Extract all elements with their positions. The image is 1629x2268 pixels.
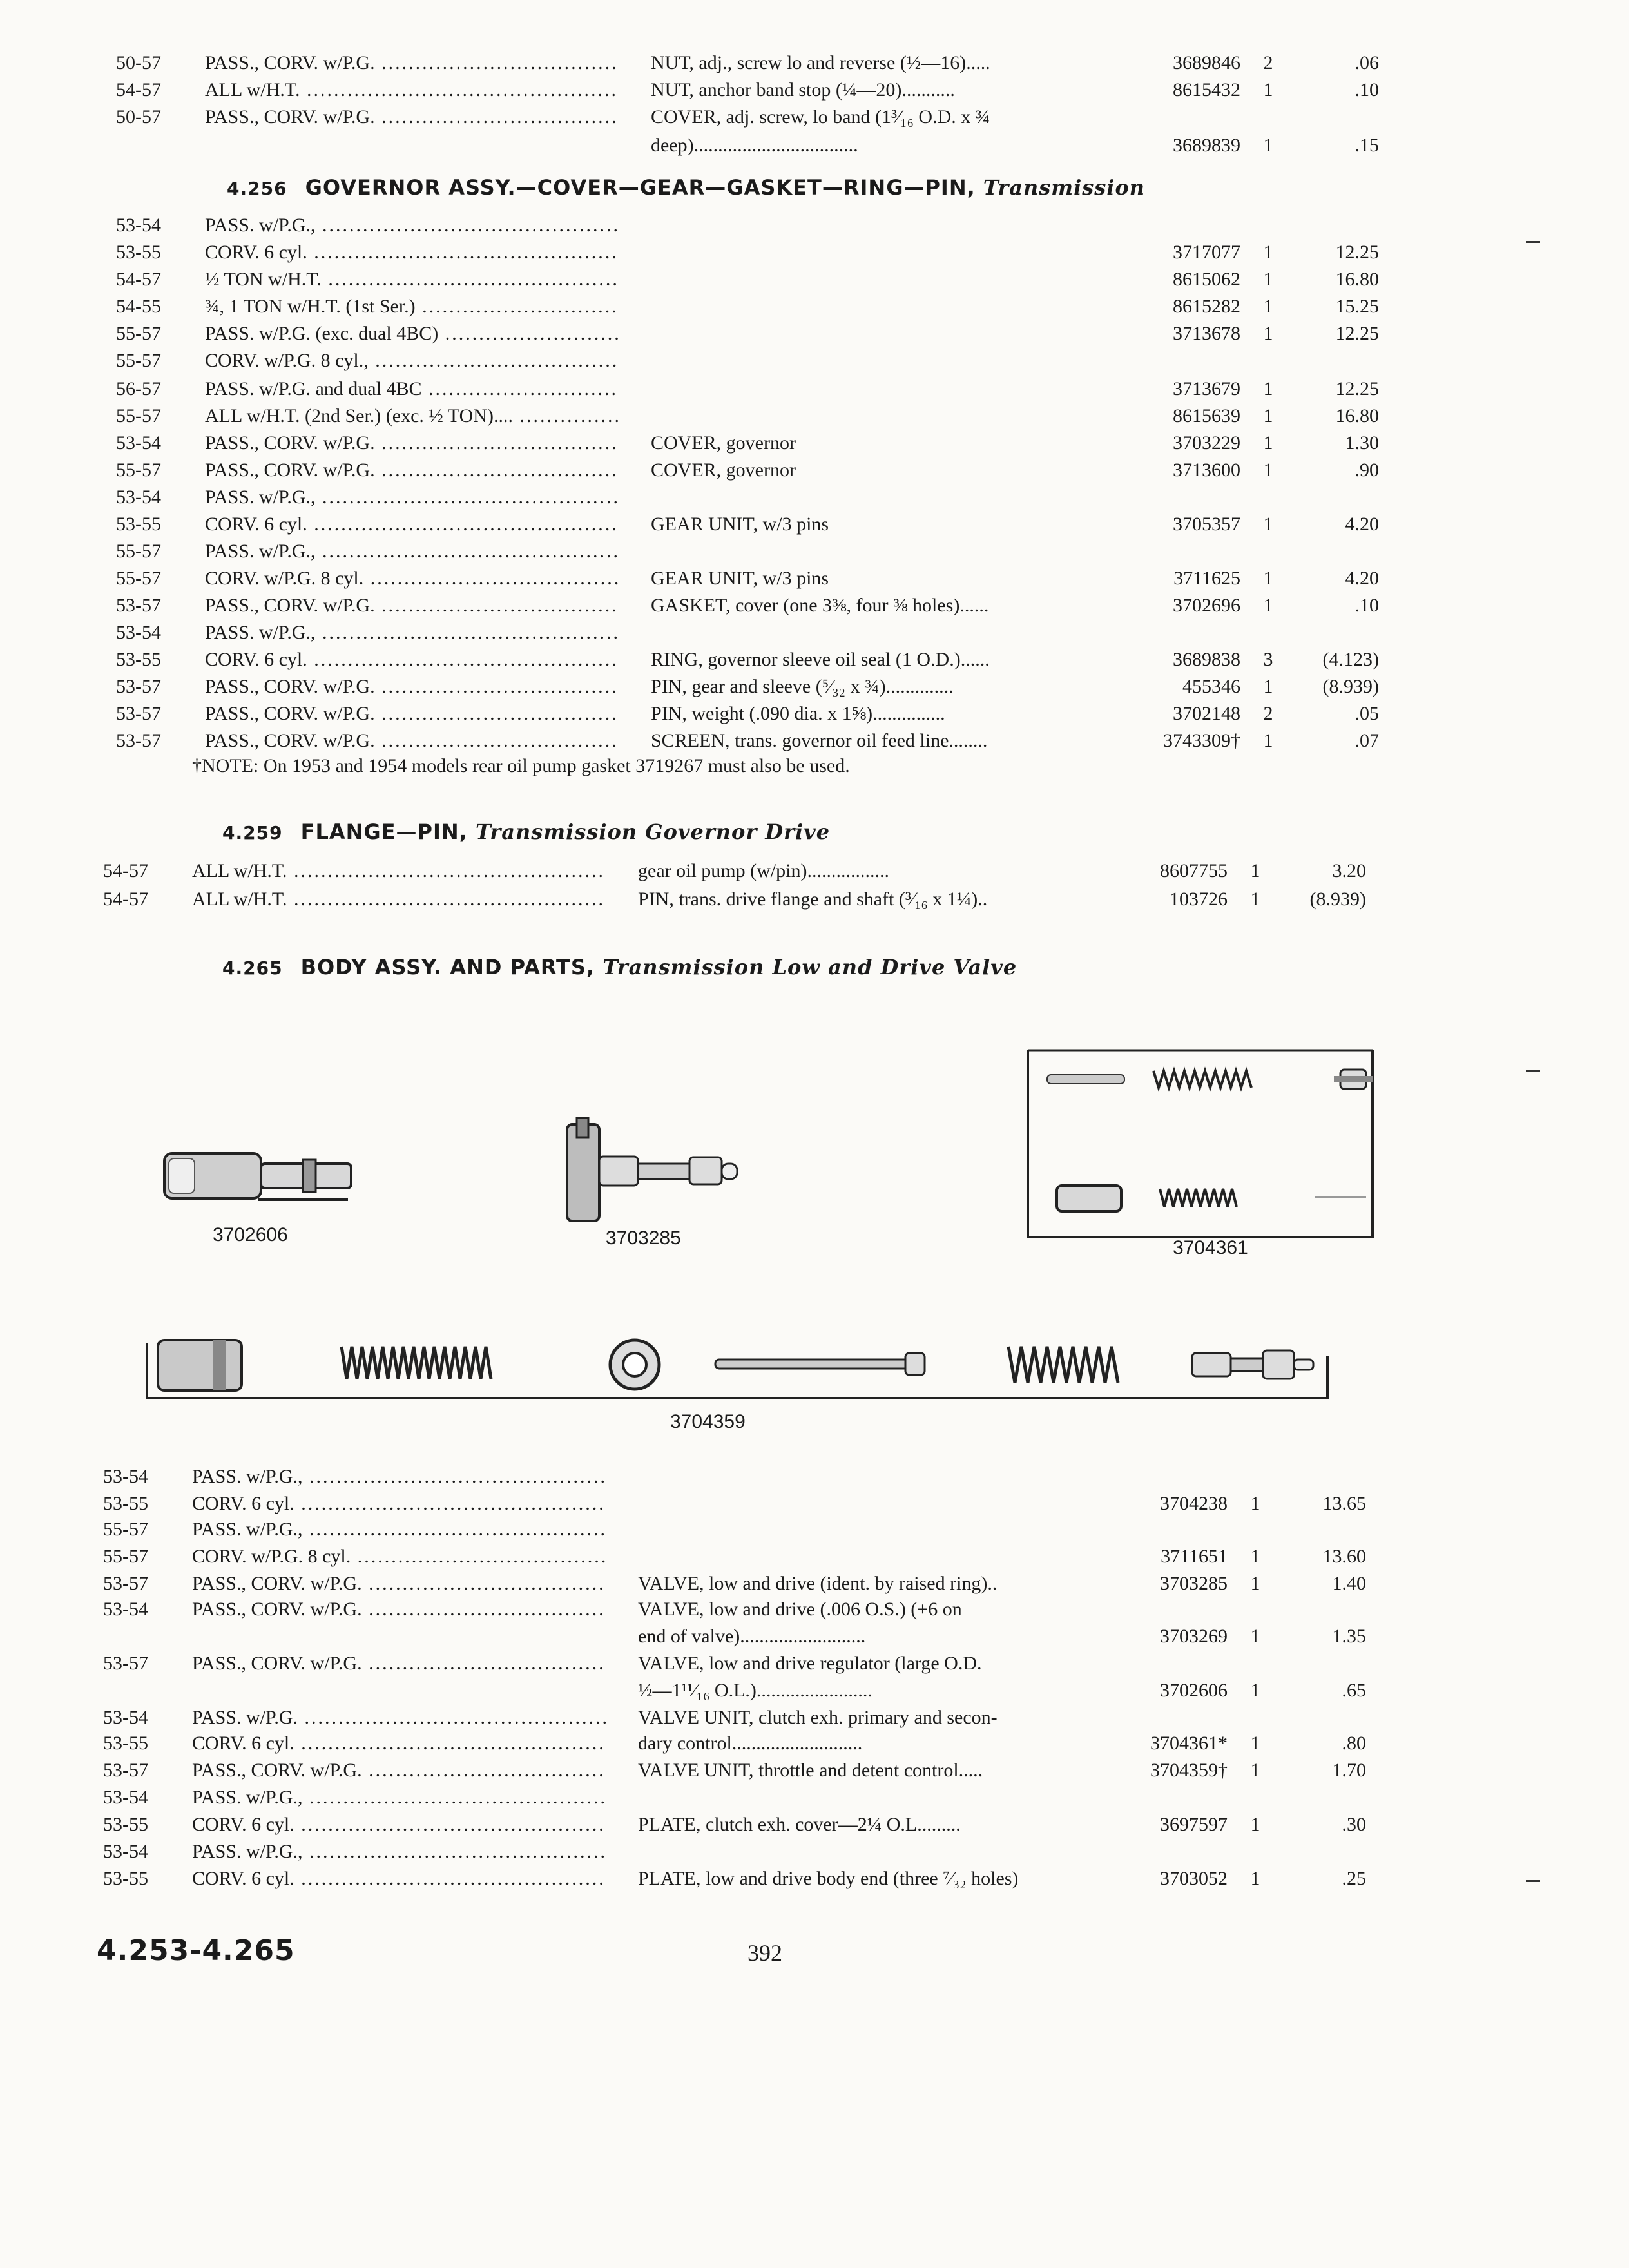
footer-page-number: 392: [747, 1940, 782, 1966]
model-years: 54-57: [116, 79, 161, 101]
model-years: 53-54: [116, 432, 161, 454]
heading-title: FLANGE—PIN,: [300, 820, 468, 844]
list-price: (8.939): [1309, 889, 1366, 910]
caption-3704361: 3704361: [1173, 1237, 1248, 1258]
quantity: 1: [1263, 730, 1273, 751]
parts-row: [0, 1622, 1629, 1651]
part-number: 3713600: [1173, 459, 1240, 481]
parts-row: [0, 1649, 1629, 1678]
part-description: VALVE, low and drive (ident. by raised ring)..: [638, 1573, 998, 1594]
part-description: GEAR UNIT, w/3 pins: [651, 568, 829, 589]
quantity: 1: [1263, 242, 1273, 263]
model-years: 53-57: [116, 676, 161, 697]
application: PASS., CORV. w/P.G. .....: [205, 103, 619, 131]
model-years: 54-57: [103, 889, 148, 910]
quantity: 1: [1263, 459, 1273, 481]
list-price: 16.80: [1335, 405, 1379, 427]
list-price: .80: [1342, 1733, 1366, 1754]
application: PASS., CORV. w/P.G. .....: [205, 456, 619, 485]
application: PASS., CORV. w/P.G. .....: [192, 1756, 606, 1785]
quantity: 1: [1250, 1546, 1260, 1567]
heading-subtitle: Transmission Governor Drive: [475, 820, 831, 844]
valve-unit-3704359-drawing: [147, 1340, 1327, 1398]
list-price: .10: [1354, 79, 1379, 101]
parts-row: [0, 1811, 1629, 1839]
model-years: 53-55: [103, 1493, 148, 1514]
application: PASS. w/P.G., .....: [192, 1783, 606, 1812]
quantity: 1: [1250, 1626, 1260, 1647]
application: CORV. w/P.G. 8 cyl. .....: [205, 564, 619, 593]
valve-3702606-drawing: [164, 1153, 351, 1200]
list-price: .25: [1342, 1868, 1366, 1889]
part-number: 3703285: [1160, 1573, 1228, 1594]
part-number: 8615639: [1173, 405, 1240, 427]
heading-title: BODY ASSY. AND PARTS,: [300, 955, 595, 979]
edge-mark: [1526, 1070, 1540, 1072]
model-years: 53-54: [103, 1707, 148, 1728]
model-years: 53-55: [116, 514, 161, 535]
part-description: deep)..................................: [651, 135, 858, 156]
model-years: 53-55: [103, 1733, 148, 1754]
heading-title: GOVERNOR ASSY.—COVER—GEAR—GASKET—RING—PIN,: [305, 175, 976, 200]
quantity: 1: [1263, 378, 1273, 399]
model-years: 53-54: [103, 1466, 148, 1487]
parts-row: [0, 1865, 1629, 1893]
edge-mark: [1526, 241, 1540, 243]
model-years: 53-57: [103, 1760, 148, 1781]
quantity: 1: [1250, 860, 1260, 881]
model-years: 53-54: [103, 1841, 148, 1862]
application: CORV. 6 cyl. .....: [205, 646, 619, 674]
application: PASS. w/P.G. .....: [192, 1704, 606, 1732]
part-description: COVER, governor: [651, 432, 796, 454]
model-years: 55-57: [116, 405, 161, 427]
heading-number: 4.265: [222, 957, 283, 979]
parts-row: [0, 1704, 1629, 1732]
part-description: PIN, weight (.090 dia. x 1⅝)...............: [651, 703, 945, 724]
list-price: 4.20: [1345, 568, 1379, 589]
application: CORV. 6 cyl. .....: [205, 238, 619, 267]
part-number: 3697597: [1160, 1814, 1228, 1835]
part-number: 3702148: [1173, 703, 1240, 724]
application: PASS. w/P.G., .....: [205, 537, 619, 566]
application: PASS., CORV. w/P.G. .....: [205, 727, 619, 755]
application: CORV. 6 cyl. .....: [205, 510, 619, 539]
application: PASS. w/P.G., .....: [205, 483, 619, 512]
model-years: 55-57: [116, 541, 161, 562]
application: PASS., CORV. w/P.G. .....: [192, 1649, 606, 1678]
application: CORV. 6 cyl. .....: [192, 1811, 606, 1839]
part-description: COVER, governor: [651, 459, 796, 481]
part-description: PIN, trans. drive flange and shaft (³⁄₁₆ x 1¼)..: [638, 889, 988, 910]
part-description: VALVE, low and drive (.006 O.S.) (+6 on: [638, 1599, 962, 1620]
model-years: 56-57: [116, 378, 161, 399]
model-years: 50-57: [116, 106, 161, 128]
part-number: 3703229: [1173, 432, 1240, 454]
application: PASS., CORV. w/P.G. .....: [205, 673, 619, 701]
part-description: gear oil pump (w/pin).................: [638, 860, 889, 881]
parts-row: [0, 1595, 1629, 1624]
application: PASS. w/P.G., .....: [192, 1838, 606, 1866]
list-price: 16.80: [1335, 269, 1379, 290]
valve-3703285-drawing: [567, 1118, 737, 1221]
part-number: 8615062: [1173, 269, 1240, 290]
list-price: 1.30: [1345, 432, 1379, 454]
part-number: 3705357: [1173, 514, 1240, 535]
quantity: 1: [1250, 1573, 1260, 1594]
list-price: .30: [1342, 1814, 1366, 1835]
model-years: 55-57: [116, 459, 161, 481]
part-description: COVER, adj. screw, lo band (1³⁄₁₆ O.D. x ¾: [651, 106, 990, 128]
part-number: 3689846: [1173, 52, 1240, 73]
model-years: 53-55: [103, 1868, 148, 1889]
application: PASS., CORV. w/P.G. .....: [205, 591, 619, 620]
list-price: 12.25: [1335, 242, 1379, 263]
list-price: .90: [1354, 459, 1379, 481]
part-number: 8615432: [1173, 79, 1240, 101]
application: ¾, 1 TON w/H.T. (1st Ser.) .....: [205, 293, 619, 321]
quantity: 1: [1263, 405, 1273, 427]
list-price: 1.40: [1332, 1573, 1366, 1594]
application: PASS., CORV. w/P.G. .....: [205, 49, 619, 77]
list-price: 1.70: [1332, 1760, 1366, 1781]
application: ALL w/H.T. .....: [192, 885, 606, 914]
list-price: .07: [1354, 730, 1379, 751]
part-description: ½—1¹¹⁄₁₆ O.L.)........................: [638, 1680, 872, 1701]
application: ALL w/H.T. (2nd Ser.) (exc. ½ TON).... .....: [205, 402, 619, 430]
edge-mark: [1526, 1880, 1540, 1882]
quantity: 1: [1250, 1868, 1260, 1889]
parts-row: [0, 1463, 1629, 1491]
quantity: 1: [1263, 432, 1273, 454]
parts-row: [0, 1756, 1629, 1785]
quantity: 1: [1250, 1760, 1260, 1781]
application: PASS. w/P.G., .....: [192, 1515, 606, 1544]
part-description: SCREEN, trans. governor oil feed line........: [651, 730, 988, 751]
parts-row: [0, 1542, 1629, 1571]
list-price: (4.123): [1322, 649, 1379, 670]
model-years: 53-55: [116, 242, 161, 263]
model-years: 53-54: [116, 215, 161, 236]
part-description: end of valve)..........................: [638, 1626, 866, 1647]
quantity: 1: [1263, 514, 1273, 535]
part-number: 3711651: [1161, 1546, 1228, 1567]
model-years: 55-57: [116, 350, 161, 371]
part-description: PLATE, low and drive body end (three ⁷⁄₃₂ holes): [638, 1868, 1019, 1889]
quantity: 1: [1263, 595, 1273, 616]
part-number: 8607755: [1160, 860, 1228, 881]
quantity: 2: [1263, 703, 1273, 724]
model-years: 55-57: [116, 323, 161, 344]
caption-3702606: 3702606: [213, 1224, 288, 1245]
part-description: RING, governor sleeve oil seal (1 O.D.)......: [651, 649, 990, 670]
part-description: VALVE UNIT, clutch exh. primary and secon-: [638, 1707, 998, 1728]
quantity: 1: [1263, 323, 1273, 344]
model-years: 53-57: [116, 703, 161, 724]
quantity: 2: [1263, 52, 1273, 73]
quantity: 1: [1263, 296, 1273, 317]
list-price: 12.25: [1335, 378, 1379, 399]
part-number: 3743309†: [1163, 730, 1240, 751]
quantity: 1: [1263, 135, 1273, 156]
parts-row: [0, 1729, 1629, 1758]
application: CORV. 6 cyl. .....: [192, 1490, 606, 1518]
heading-number: 4.259: [222, 822, 283, 843]
application: PASS., CORV. w/P.G. .....: [192, 1595, 606, 1624]
parts-row: [0, 1515, 1629, 1544]
application: PASS. w/P.G., .....: [192, 1463, 606, 1491]
footer-section-range: 4.253-4.265: [97, 1934, 295, 1967]
quantity: 1: [1250, 889, 1260, 910]
model-years: 53-54: [103, 1599, 148, 1620]
part-number: 3702606: [1160, 1680, 1228, 1701]
footnote: †NOTE: On 1953 and 1954 models rear oil pump gasket 3719267 must also be used.: [192, 755, 850, 776]
part-number: 3703269: [1160, 1626, 1228, 1647]
part-number: 3704361*: [1150, 1733, 1228, 1754]
part-number: 3703052: [1160, 1868, 1228, 1889]
heading-number: 4.256: [227, 178, 287, 199]
list-price: 1.35: [1332, 1626, 1366, 1647]
list-price: .65: [1342, 1680, 1366, 1701]
part-number: 3717077: [1173, 242, 1240, 263]
application: PASS. w/P.G., .....: [205, 211, 619, 240]
quantity: 1: [1250, 1733, 1260, 1754]
model-years: 53-57: [116, 595, 161, 616]
part-description: VALVE, low and drive regulator (large O.D.: [638, 1653, 982, 1674]
application: ½ TON w/H.T. .....: [205, 265, 619, 294]
quantity: 1: [1263, 79, 1273, 101]
quantity: 1: [1263, 269, 1273, 290]
application: PASS., CORV. w/P.G. .....: [205, 700, 619, 728]
model-years: 54-55: [116, 296, 161, 317]
part-description: VALVE UNIT, throttle and detent control.....: [638, 1760, 983, 1781]
part-description: NUT, adj., screw lo and reverse (½—16).....: [651, 52, 990, 73]
parts-row: [0, 1783, 1629, 1812]
quantity: 1: [1250, 1493, 1260, 1514]
part-number: 3713678: [1173, 323, 1240, 344]
application: CORV. w/P.G. 8 cyl., .....: [205, 347, 619, 375]
model-years: 55-57: [103, 1546, 148, 1567]
quantity: 1: [1250, 1814, 1260, 1835]
part-number: 3713679: [1173, 378, 1240, 399]
list-price: 13.60: [1322, 1546, 1366, 1567]
part-number: 3702696: [1173, 595, 1240, 616]
model-years: 53-54: [116, 622, 161, 643]
part-number: 455346: [1182, 676, 1240, 697]
caption-3704359: 3704359: [670, 1411, 746, 1432]
list-price: .05: [1354, 703, 1379, 724]
quantity: 1: [1250, 1680, 1260, 1701]
part-number: 8615282: [1173, 296, 1240, 317]
part-number: 3704359†: [1150, 1760, 1228, 1781]
part-number: 3689838: [1173, 649, 1240, 670]
model-years: 53-55: [103, 1814, 148, 1835]
part-description: GEAR UNIT, w/3 pins: [651, 514, 829, 535]
list-price: 13.65: [1322, 1493, 1366, 1514]
model-years: 53-57: [116, 730, 161, 751]
list-price: .10: [1354, 595, 1379, 616]
list-price: 15.25: [1335, 296, 1379, 317]
application: PASS. w/P.G. and dual 4BC .....: [205, 375, 619, 403]
part-description: dary control...........................: [638, 1733, 863, 1754]
quantity: 1: [1263, 568, 1273, 589]
application: PASS., CORV. w/P.G. .....: [205, 429, 619, 457]
valve-unit-3704361-drawing: [1028, 1050, 1373, 1237]
parts-row: [0, 1570, 1629, 1598]
model-years: 53-57: [103, 1653, 148, 1674]
model-years: 54-57: [103, 860, 148, 881]
model-years: 53-55: [116, 649, 161, 670]
model-years: 53-54: [116, 486, 161, 508]
parts-row: [0, 1677, 1629, 1705]
part-number: 3711625: [1173, 568, 1240, 589]
list-price: 3.20: [1332, 860, 1366, 881]
model-years: 50-57: [116, 52, 161, 73]
part-number: 103726: [1170, 889, 1228, 910]
part-number: 3689839: [1173, 135, 1240, 156]
list-price: .06: [1354, 52, 1379, 73]
list-price: (8.939): [1322, 676, 1379, 697]
application: ALL w/H.T. .....: [205, 76, 619, 104]
application: CORV. 6 cyl. .....: [192, 1729, 606, 1758]
list-price: 12.25: [1335, 323, 1379, 344]
application: PASS. w/P.G., .....: [205, 619, 619, 647]
part-description: PIN, gear and sleeve (⁵⁄₃₂ x ¾)..............: [651, 676, 954, 697]
model-years: 54-57: [116, 269, 161, 290]
list-price: 4.20: [1345, 514, 1379, 535]
application: CORV. 6 cyl. .....: [192, 1865, 606, 1893]
caption-3703285: 3703285: [606, 1227, 681, 1249]
part-description: NUT, anchor band stop (¼—20)...........: [651, 79, 955, 101]
quantity: 1: [1263, 676, 1273, 697]
part-number: 3704238: [1160, 1493, 1228, 1514]
part-description: PLATE, clutch exh. cover—2¼ O.L.........: [638, 1814, 961, 1835]
application: PASS., CORV. w/P.G. .....: [192, 1570, 606, 1598]
application: ALL w/H.T. .....: [192, 857, 606, 885]
heading-subtitle: Transmission Low and Drive Valve: [602, 955, 1017, 979]
model-years: 55-57: [103, 1519, 148, 1540]
application: PASS. w/P.G. (exc. dual 4BC) .....: [205, 320, 619, 348]
list-price: .15: [1354, 135, 1379, 156]
application: CORV. w/P.G. 8 cyl. .....: [192, 1542, 606, 1571]
model-years: 53-54: [103, 1787, 148, 1808]
part-description: GASKET, cover (one 3⅜, four ⅜ holes)......: [651, 595, 989, 616]
parts-row: [0, 1490, 1629, 1518]
model-years: 55-57: [116, 568, 161, 589]
heading-subtitle: Transmission: [983, 175, 1146, 200]
quantity: 3: [1263, 649, 1273, 670]
parts-row: [0, 1838, 1629, 1866]
model-years: 53-57: [103, 1573, 148, 1594]
